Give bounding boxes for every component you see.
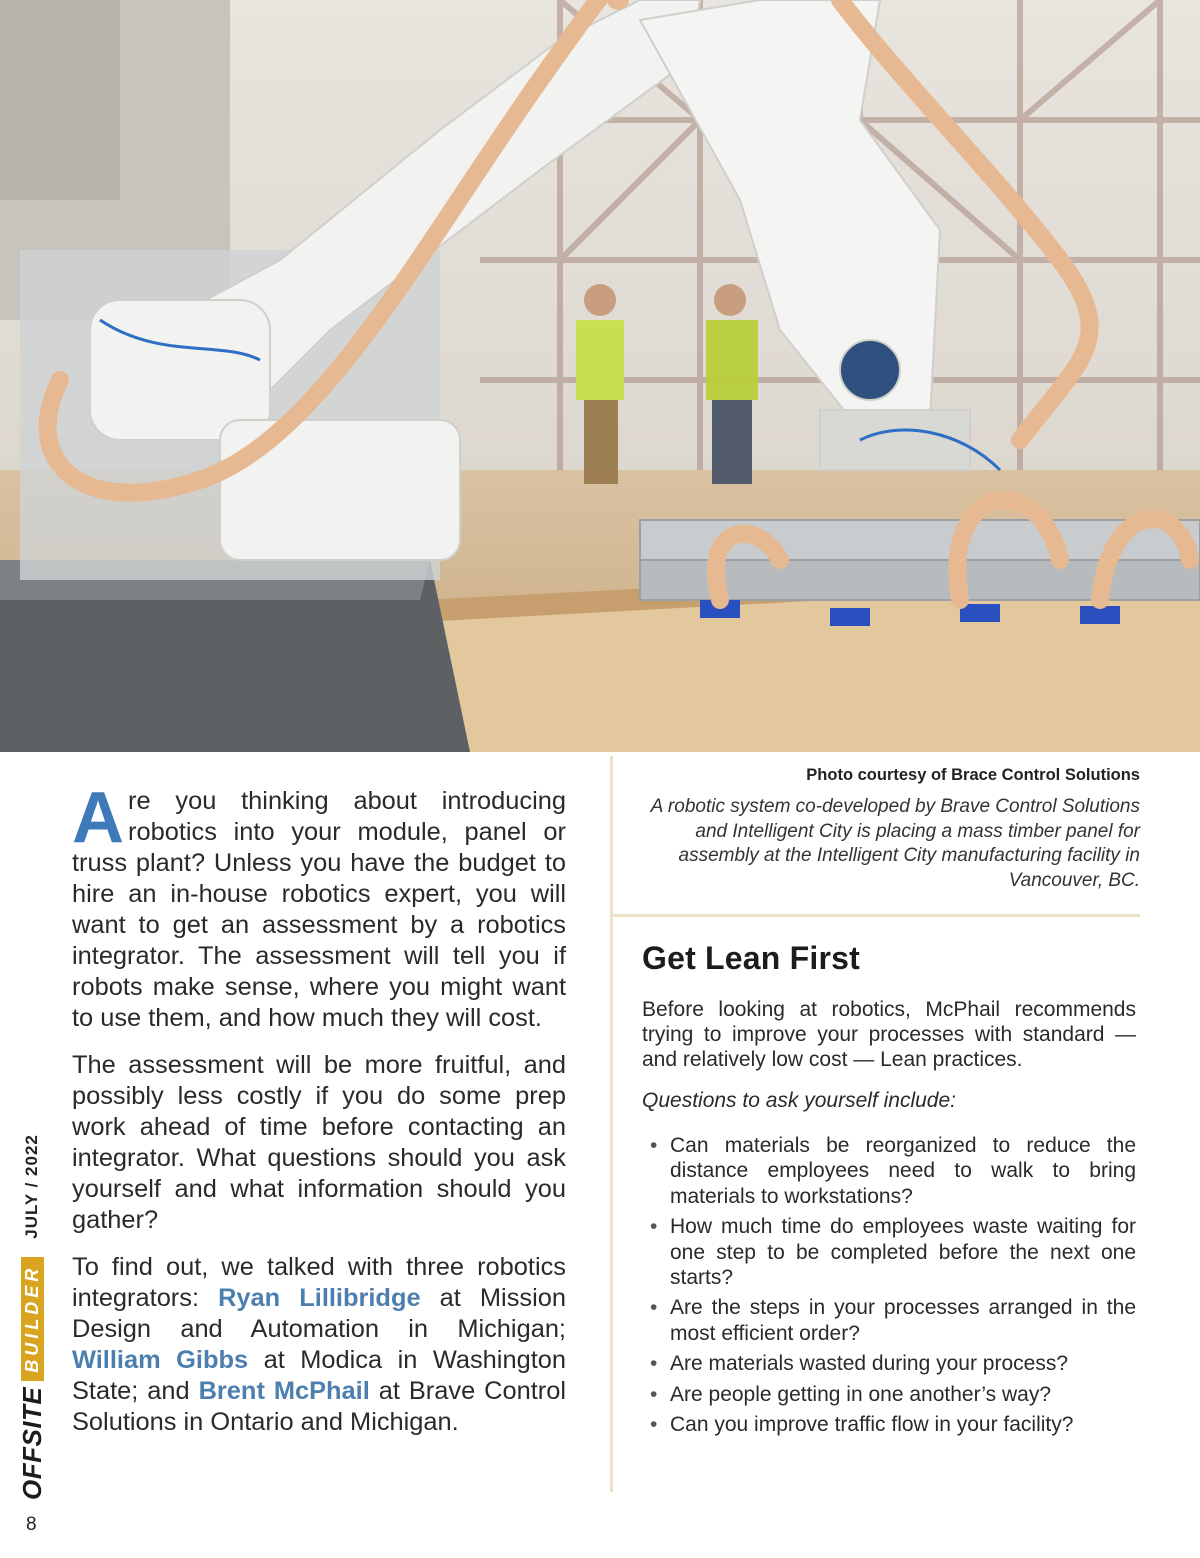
list-item [642, 1351, 1136, 1376]
bullet-icon: • [650, 1215, 658, 1239]
list-item-text: Are people getting in one another’s way? [670, 1382, 1051, 1406]
brand-offsite: OFFSITE [16, 1386, 47, 1500]
bullet-icon: • [650, 1413, 658, 1437]
bullet-icon: • [650, 1134, 658, 1157]
section-heading: Get Lean First [642, 940, 860, 976]
column-divider [610, 756, 613, 1492]
hero-photo [0, 0, 1200, 752]
list-item [642, 1382, 1136, 1407]
intro-paragraph-1-text: re you thinking about introducing robotics into your module, panel or truss plant? Unless you have the budget to hire an in-house robotics expert, you will want to get an assessment by a robotics integrator. The assessment will tell you if robots make sense, where you might want to use them, and how much they will cost. [72, 787, 566, 1032]
p3-text-1: To find out, we talked with three robotics integrators: [72, 1253, 566, 1312]
list-item [642, 1133, 1136, 1209]
intro-paragraph-3 [72, 1252, 566, 1438]
p3-text-4: at Brave Control Solutions in Ontario and Michigan. [72, 1377, 566, 1436]
bullet-icon: • [650, 1296, 658, 1320]
list-item-text: Can you improve traffic flow in your facility? [670, 1413, 1074, 1437]
photo-caption [636, 766, 1140, 893]
spine-content [12, 1134, 52, 1510]
brand-builder: BUILDER [21, 1257, 44, 1381]
caption-text: A robotic system co-developed by Brave Control Solutions and Intelligent City is placing a mass timber panel for assembly at the Intelligent City manufacturing facility in Vancouver, BC. [650, 796, 1140, 891]
robot-arm-photo-illustration [0, 0, 1200, 752]
drop-cap: A [72, 778, 124, 858]
intro-column [72, 778, 566, 1454]
list-item-text: Can materials be reorganized to reduce the distance employees need to walk to bring materials to workstations? [670, 1134, 1136, 1208]
section-body: Before looking at robotics, McPhail recommends trying to improve your processes with standard — and relatively low cost — Lean practices. [642, 998, 1136, 1071]
list-item [642, 1214, 1136, 1290]
list-item-text: How much time do employees waste waiting for one step to be completed before the next one starts? [670, 1215, 1136, 1290]
intro-paragraph-1 [72, 778, 566, 1034]
name-william-gibbs: William Gibbs [72, 1346, 249, 1374]
p3-text-3: at Modica in Washington State; and [72, 1346, 566, 1405]
list-item [642, 1412, 1136, 1437]
list-item-text: Are materials wasted during your process? [670, 1352, 1069, 1376]
name-brent-mcphail: Brent McPhail [198, 1377, 370, 1405]
questions-list [642, 1133, 1136, 1437]
intro-paragraph-2: The assessment will be more fruitful, and possibly less costly if you do some prep work ahead of time before contacting an integrator. What questions should you ask yourself and what information should you gather? [72, 1051, 566, 1234]
p3-text-2: at Mission Design and Automation in Michigan; [72, 1284, 566, 1343]
name-ryan-lillibridge: Ryan Lillibridge [218, 1284, 421, 1312]
page-number: 8 [26, 1514, 37, 1535]
magazine-spine [12, 1134, 52, 1510]
bullet-icon: • [650, 1352, 658, 1376]
questions-intro: Questions to ask yourself include: [642, 1089, 956, 1112]
list-item-text: Are the steps in your processes arranged in the most efficient order? [670, 1296, 1136, 1345]
list-item [642, 1295, 1136, 1346]
sidebar-section [642, 940, 1136, 1442]
issue-date: JULY / 2022 [22, 1134, 41, 1239]
bullet-icon: • [650, 1382, 658, 1406]
caption-rule [613, 914, 1140, 917]
photo-credit: Photo courtesy of Brace Control Solutions [806, 766, 1140, 784]
